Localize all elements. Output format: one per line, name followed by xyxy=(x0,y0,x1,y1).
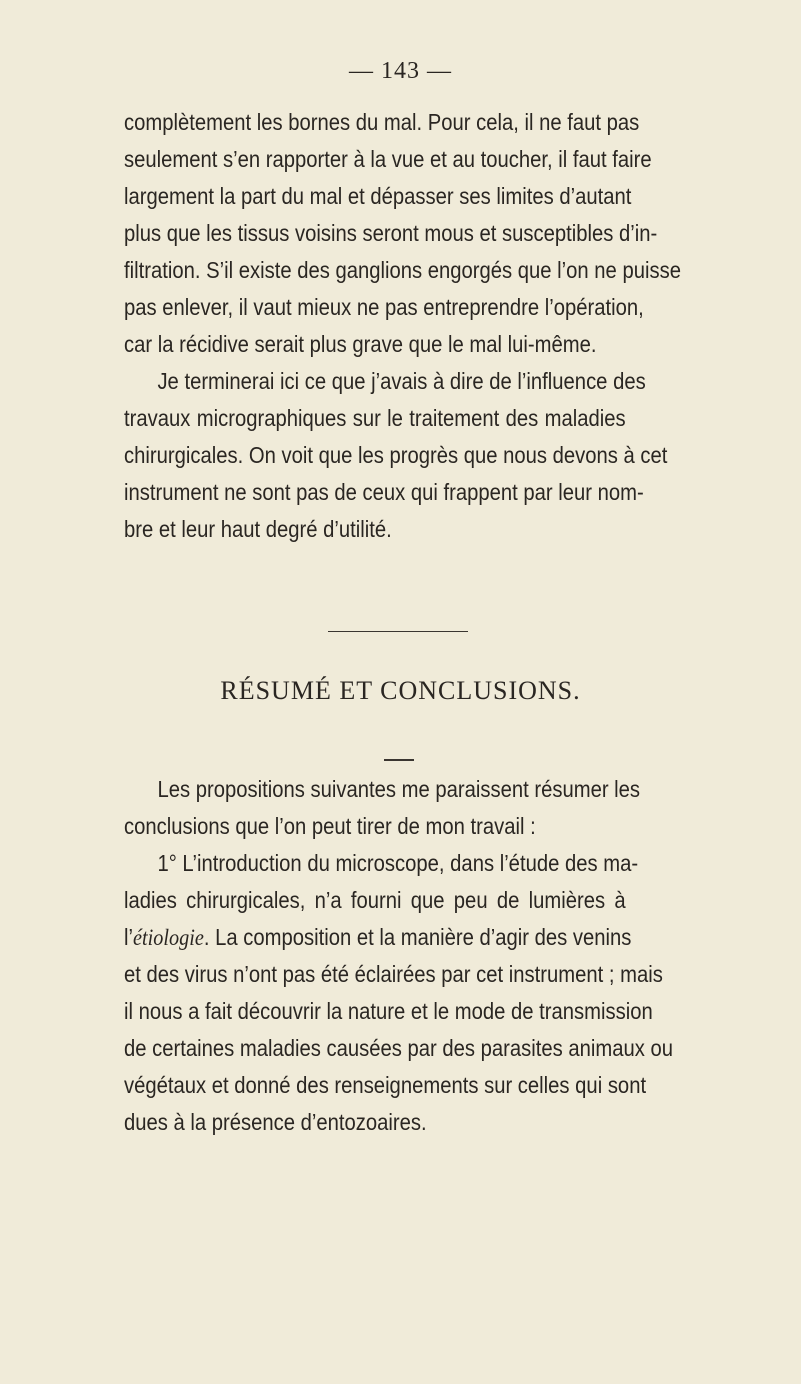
paragraph-4-line: 1° L’introduction du microscope, dans l’étude des ma- xyxy=(157,850,639,876)
paragraph-2-line: instrument ne sont pas de ceux qui frappent par leur nom- xyxy=(124,479,644,505)
paragraph-2-line: travaux micrographiques sur le traitement des maladies xyxy=(124,405,626,431)
paragraph-4-line: et des virus n’ont pas été éclairées par cet instrument ; mais xyxy=(124,961,663,987)
paragraph-4-line: ladies chirurgicales, n’a fourni que peu de lumières à xyxy=(124,887,626,913)
line-continuation: . La composition et la manière d’agir des venins xyxy=(203,924,632,950)
paragraph-1-line: pas enlever, il vaut mieux ne pas entreprendre l’opération, xyxy=(124,294,644,320)
paragraph-2-line: Je terminerai ici ce que j’avais à dire de l’influence des xyxy=(157,368,646,394)
paragraph-4-line: végétaux et donné des renseignements sur celles qui sont xyxy=(124,1072,647,1098)
paragraph-1-line: largement la part du mal et dépasser ses limites d’autant xyxy=(124,183,632,209)
apostrophe-prefix: l’ xyxy=(124,924,134,950)
section-title: RÉSUMÉ ET CONCLUSIONS. xyxy=(220,676,581,705)
paragraph-2-line: chirurgicales. On voit que les progrès que nous devons à cet xyxy=(124,442,668,468)
paragraph-4-line: dues à la présence d’entozoaires. xyxy=(124,1109,427,1135)
paragraph-1-line: plus que les tissus voisins seront mous et susceptibles d’in- xyxy=(124,220,658,246)
paragraph-4-line-mixed xyxy=(124,919,632,956)
paragraph-3-line: Les propositions suivantes me paraissent résumer les xyxy=(157,776,641,802)
page-number: — 143 — xyxy=(349,58,452,84)
italic-term: étiologie xyxy=(133,925,204,950)
section-divider xyxy=(328,631,468,632)
paragraph-4-line: il nous a fait découvrir la nature et le mode de transmission xyxy=(124,998,653,1024)
title-underline xyxy=(384,759,414,761)
text-block-upper xyxy=(124,104,681,548)
paragraph-1-line: filtration. S’il existe des ganglions engorgés que l’on ne puisse xyxy=(124,257,681,283)
paragraph-3-line: conclusions que l’on peut tirer de mon travail : xyxy=(124,813,536,839)
text-block-lower xyxy=(124,771,674,1141)
paragraph-1-line: car la récidive serait plus grave que le mal lui-même. xyxy=(124,331,597,357)
paragraph-2-line: bre et leur haut degré d’utilité. xyxy=(124,516,392,542)
paragraph-1-line: complètement les bornes du mal. Pour cela, il ne faut pas xyxy=(124,109,640,135)
paragraph-1-line: seulement s’en rapporter à la vue et au toucher, il faut faire xyxy=(124,146,652,172)
paragraph-4-line: de certaines maladies causées par des parasites animaux ou xyxy=(124,1035,674,1061)
